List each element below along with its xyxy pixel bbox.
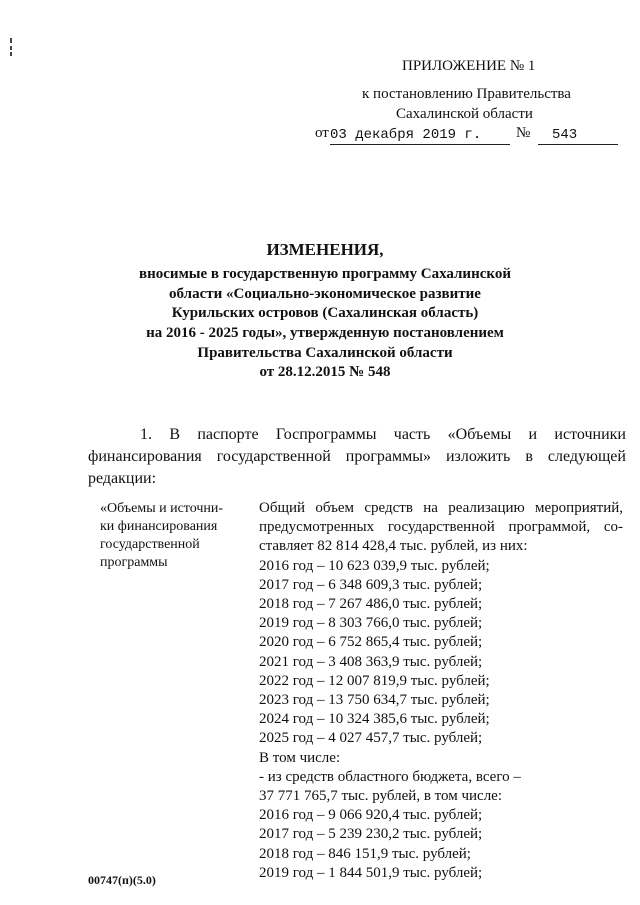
number-value: 543 bbox=[552, 127, 578, 143]
including-label: В том числе: bbox=[259, 749, 341, 766]
item-number: 1. bbox=[140, 426, 152, 443]
regional-line: 37 771 765,7 тыс. рублей, в том числе: bbox=[259, 788, 503, 805]
year-line: 2016 год – 10 623 039,9 тыс. рублей; bbox=[259, 557, 490, 574]
date-underline bbox=[330, 144, 510, 145]
year-line: 2020 год – 6 752 865,4 тыс. рублей; bbox=[259, 634, 483, 651]
left-cell-line: ки финансирования bbox=[100, 519, 218, 534]
heading-line-2: области «Социально-экономическое развитие bbox=[169, 286, 481, 302]
word: изложить bbox=[445, 448, 511, 465]
word: в bbox=[525, 448, 533, 465]
table-left-cell bbox=[100, 500, 223, 572]
word: Госпрограммы bbox=[275, 426, 377, 443]
word: программы» bbox=[345, 448, 431, 465]
regional-year-line: 2016 год – 9 066 920,4 тыс. рублей; bbox=[259, 807, 483, 824]
appendix-line-2: Сахалинской области bbox=[396, 106, 533, 122]
year-line: 2019 год – 8 303 766,0 тыс. рублей; bbox=[259, 615, 483, 632]
year-line: 2017 год – 6 348 609,3 тыс. рублей; bbox=[259, 576, 483, 593]
document-code: 00747(п)(5.0) bbox=[88, 873, 156, 887]
table-right-cell bbox=[259, 499, 623, 883]
word: и bbox=[528, 426, 538, 443]
intro-line: ставляет 82 814 428,4 тыс. рублей, из них: bbox=[259, 538, 528, 555]
intro-line: предусмотренных государственной программой, со- bbox=[259, 519, 623, 536]
left-cell-line: программы bbox=[100, 555, 168, 570]
appendix-title: ПРИЛОЖЕНИЕ № 1 bbox=[402, 58, 536, 74]
word: источники bbox=[554, 426, 626, 443]
word: финансирования bbox=[88, 448, 202, 465]
date-prefix: от bbox=[315, 125, 329, 141]
word: государственной bbox=[216, 448, 331, 465]
year-line: 2025 год – 4 027 457,7 тыс. рублей; bbox=[259, 730, 483, 747]
item1-line-2 bbox=[88, 448, 626, 466]
regional-year-line: 2017 год – 5 239 230,2 тыс. рублей; bbox=[259, 826, 483, 843]
regional-year-line: 2019 год – 1 844 501,9 тыс. рублей; bbox=[259, 864, 483, 881]
year-line: 2018 год – 7 267 486,0 тыс. рублей; bbox=[259, 596, 483, 613]
year-line: 2023 год – 13 750 634,7 тыс. рублей; bbox=[259, 692, 490, 709]
heading-line-5: Правительства Сахалинской области bbox=[197, 345, 453, 361]
appendix-line-1: к постановлению Правительства bbox=[362, 86, 571, 102]
heading-line-3: Курильских островов (Сахалинская область) bbox=[171, 305, 479, 321]
word: часть bbox=[393, 426, 431, 443]
number-underline bbox=[538, 144, 618, 145]
heading-line-1: вносимые в государственную программу Сахалинской bbox=[139, 266, 511, 282]
left-cell-line: «Объемы и источни- bbox=[100, 501, 224, 516]
intro-line: Общий объем средств на реализацию мероприятий, bbox=[259, 500, 623, 516]
word: паспорте bbox=[197, 426, 259, 443]
item1-line-1 bbox=[140, 426, 626, 444]
item1-line-3: редакции: bbox=[88, 470, 157, 487]
margin-marks bbox=[8, 38, 14, 56]
left-cell-line: государственной bbox=[100, 537, 200, 552]
regional-year-line: 2018 год – 846 151,9 тыс. рублей; bbox=[259, 845, 471, 862]
word: В bbox=[169, 426, 180, 443]
year-line: 2021 год – 3 408 363,9 тыс. рублей; bbox=[259, 653, 483, 670]
doc-title: ИЗМЕНЕНИЯ, bbox=[266, 240, 384, 259]
heading-line-4: на 2016 - 2025 годы», утвержденную постановлением bbox=[146, 325, 504, 341]
word: «Объемы bbox=[447, 426, 512, 443]
number-prefix: № bbox=[516, 125, 531, 141]
word: следующей bbox=[547, 448, 626, 465]
year-line: 2022 год – 12 007 819,9 тыс. рублей; bbox=[259, 672, 490, 689]
date-value: 03 декабря 2019 г. bbox=[330, 127, 482, 143]
heading-line-6: от 28.12.2015 № 548 bbox=[259, 364, 391, 380]
year-line: 2024 год – 10 324 385,6 тыс. рублей; bbox=[259, 711, 490, 728]
regional-line: - из средств областного бюджета, всего – bbox=[259, 768, 521, 785]
